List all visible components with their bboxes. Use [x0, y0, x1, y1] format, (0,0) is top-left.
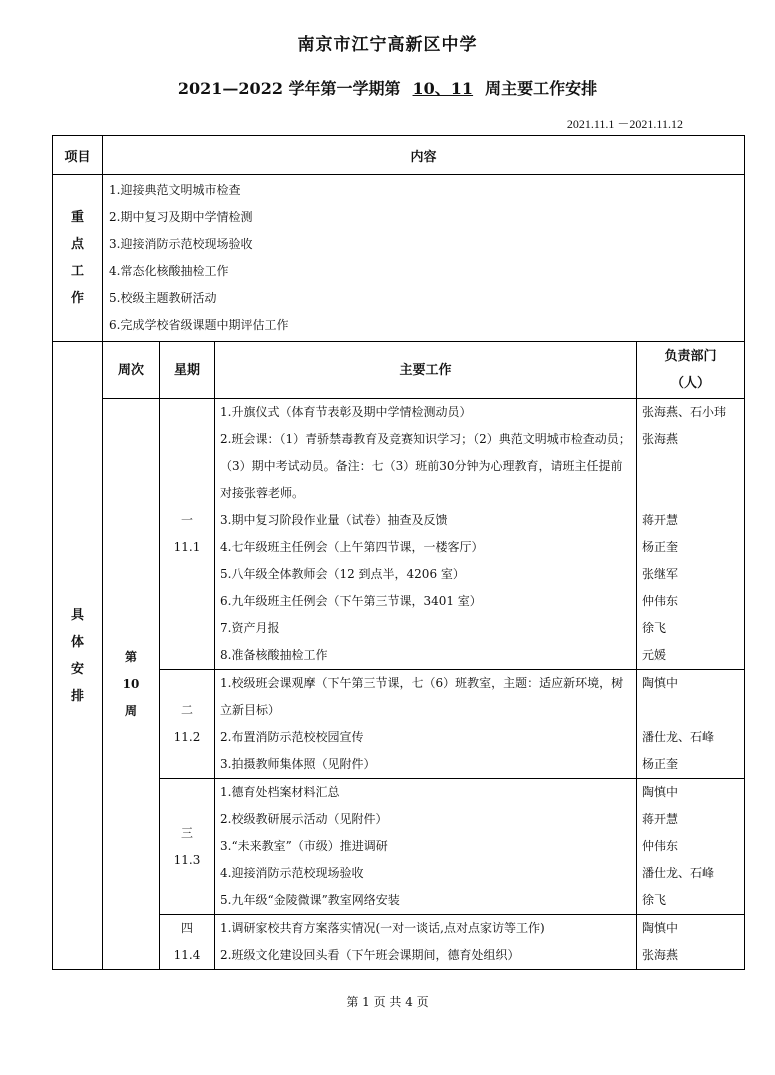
day-cell [160, 399, 215, 670]
task-owner: 徐飞 [642, 893, 667, 907]
key-work-list [103, 175, 745, 342]
task-item: 1.升旗仪式（体育节表彰及期中学情检测动员） [220, 405, 472, 419]
schedule-label [53, 342, 103, 970]
task-item: 2.布置消防示范校校园宣传 [220, 730, 364, 744]
task-item: 8.准备核酸抽检工作 [220, 648, 328, 662]
task-owner: 潘仕龙、石峰 [642, 866, 715, 880]
key-work-label [53, 175, 103, 342]
schedule-label-char: 体 [70, 634, 84, 650]
header-item: 项目 [53, 136, 103, 175]
header-content: 内容 [103, 136, 745, 175]
day-name: 三 [180, 825, 193, 840]
day-cell [160, 779, 215, 915]
day-date: 11.2 [173, 730, 201, 744]
task-item: 4.七年级班主任例会（上午第四节课，一楼客厅） [220, 540, 484, 554]
task-owner: 张海燕、石小玮 [642, 405, 727, 419]
task-item: 2.校级教研展示活动（见附件） [220, 812, 388, 826]
key-work-item: 2.期中复习及期中学情检测 [109, 210, 253, 224]
day-name: 一 [180, 513, 193, 527]
col-owner [637, 342, 745, 399]
col-owner-line1: 负责部门 [664, 349, 717, 364]
key-work-label-char: 工 [70, 264, 84, 279]
document-subtitle [0, 76, 775, 99]
task-owner: 陶慎中 [642, 785, 679, 799]
owner-list [637, 670, 745, 779]
owner-list [637, 779, 745, 915]
task-owner: 张海燕 [642, 432, 679, 446]
schedule-label-char: 安 [70, 661, 84, 677]
task-item: 2.班会课：（1）青骄禁毒教育及竞赛知识学习；（2）典范文明城市检查动员；（3）期中考试动员。备注：七（3）班前30分钟为心理教育，请班主任提前对接张蓉老师。 [220, 432, 631, 500]
task-item: 6.九年级班主任例会（下午第三节课，3401 室） [220, 594, 482, 608]
task-item: 1.德育处档案材料汇总 [220, 785, 340, 799]
key-work-label-char: 点 [70, 237, 84, 252]
week-char: 10 [122, 676, 140, 691]
day-date: 11.1 [173, 540, 201, 554]
task-item: 1.调研家校共育方案落实情况(一对一谈话,点对点家访等工作) [220, 921, 545, 935]
task-item: 7.资产月报 [220, 621, 280, 635]
schedule-label-char: 排 [70, 688, 84, 704]
day-date: 11.4 [173, 948, 201, 962]
task-owner: 陶慎中 [642, 921, 679, 935]
date-range: 2021.11.1 －2021.11.12 [566, 117, 683, 131]
task-owner: 张继军 [642, 567, 679, 581]
key-work-item: 1.迎接典范文明城市检查 [109, 183, 241, 197]
task-item: 5.九年级“金陵微课”教室网络安装 [220, 893, 400, 907]
task-list [215, 399, 637, 670]
day-row [53, 399, 745, 670]
day-cell [160, 670, 215, 779]
col-task: 主要工作 [215, 342, 637, 399]
task-item: 4.迎接消防示范校现场验收 [220, 866, 364, 880]
schedule-label-char: 具 [70, 607, 84, 623]
owner-list [637, 915, 745, 970]
key-work-label-char: 作 [70, 291, 84, 306]
day-name: 四 [180, 921, 193, 935]
task-owner: 徐飞 [642, 621, 667, 635]
task-item: 2.班级文化建设回头看（下午班会课期间，德育处组织） [220, 948, 520, 962]
key-work-label-char: 重 [70, 210, 84, 225]
day-cell [160, 915, 215, 970]
day-name: 二 [180, 703, 193, 717]
task-list [215, 779, 637, 915]
task-owner: 陶慎中 [642, 676, 679, 690]
task-item: 5.八年级全体教师会（12 到点半，4206 室） [220, 567, 465, 581]
key-work-item: 6.完成学校省级课题中期评估工作 [109, 318, 289, 332]
col-day: 星期 [160, 342, 215, 399]
task-owner: 仲伟东 [642, 594, 679, 608]
day-date: 11.3 [173, 852, 201, 867]
schedule-table [52, 135, 745, 970]
task-item: 3.拍摄教师集体照（见附件） [220, 757, 376, 771]
key-work-item: 3.迎接消防示范校现场验收 [109, 237, 253, 251]
task-item: 1.校级班会课观摩（下午第三节课，七（6）班教室，主题：适应新环境，树立新目标） [220, 676, 624, 717]
task-list [215, 670, 637, 779]
task-owner: 仲伟东 [642, 839, 679, 853]
task-owner: 元媛 [642, 648, 667, 662]
col-owner-line2: （人） [671, 376, 711, 391]
task-item: 3.期中复习阶段作业量（试卷）抽查及反馈 [220, 513, 448, 527]
task-owner: 蒋开慧 [642, 812, 679, 826]
week-cell [103, 399, 160, 970]
task-owner: 杨正奎 [642, 540, 679, 554]
owner-list [637, 399, 745, 670]
key-work-item: 4.常态化核酸抽检工作 [109, 264, 229, 278]
week-char: 第 [124, 649, 137, 664]
task-owner: 杨正奎 [642, 757, 679, 771]
key-work-item: 5.校级主题教研活动 [109, 291, 217, 305]
subtitle-suffix: 周主要工作安排 [485, 79, 598, 98]
task-owner: 潘仕龙、石峰 [642, 730, 715, 744]
subtitle-weeks: 10、11 [412, 79, 474, 98]
subtitle-prefix: 2021—2022 学年第一学期第 [177, 79, 401, 98]
school-title: 南京市江宁高新区中学 [297, 35, 478, 55]
col-week: 周次 [103, 342, 160, 399]
week-char: 周 [124, 703, 137, 718]
task-owner: 蒋开慧 [642, 513, 679, 527]
task-owner: 张海燕 [642, 948, 679, 962]
task-list [215, 915, 637, 970]
task-item: 3.“未来教室”（市级）推进调研 [220, 839, 388, 853]
page-footer: 第 1 页 共 4 页 [346, 995, 429, 1009]
